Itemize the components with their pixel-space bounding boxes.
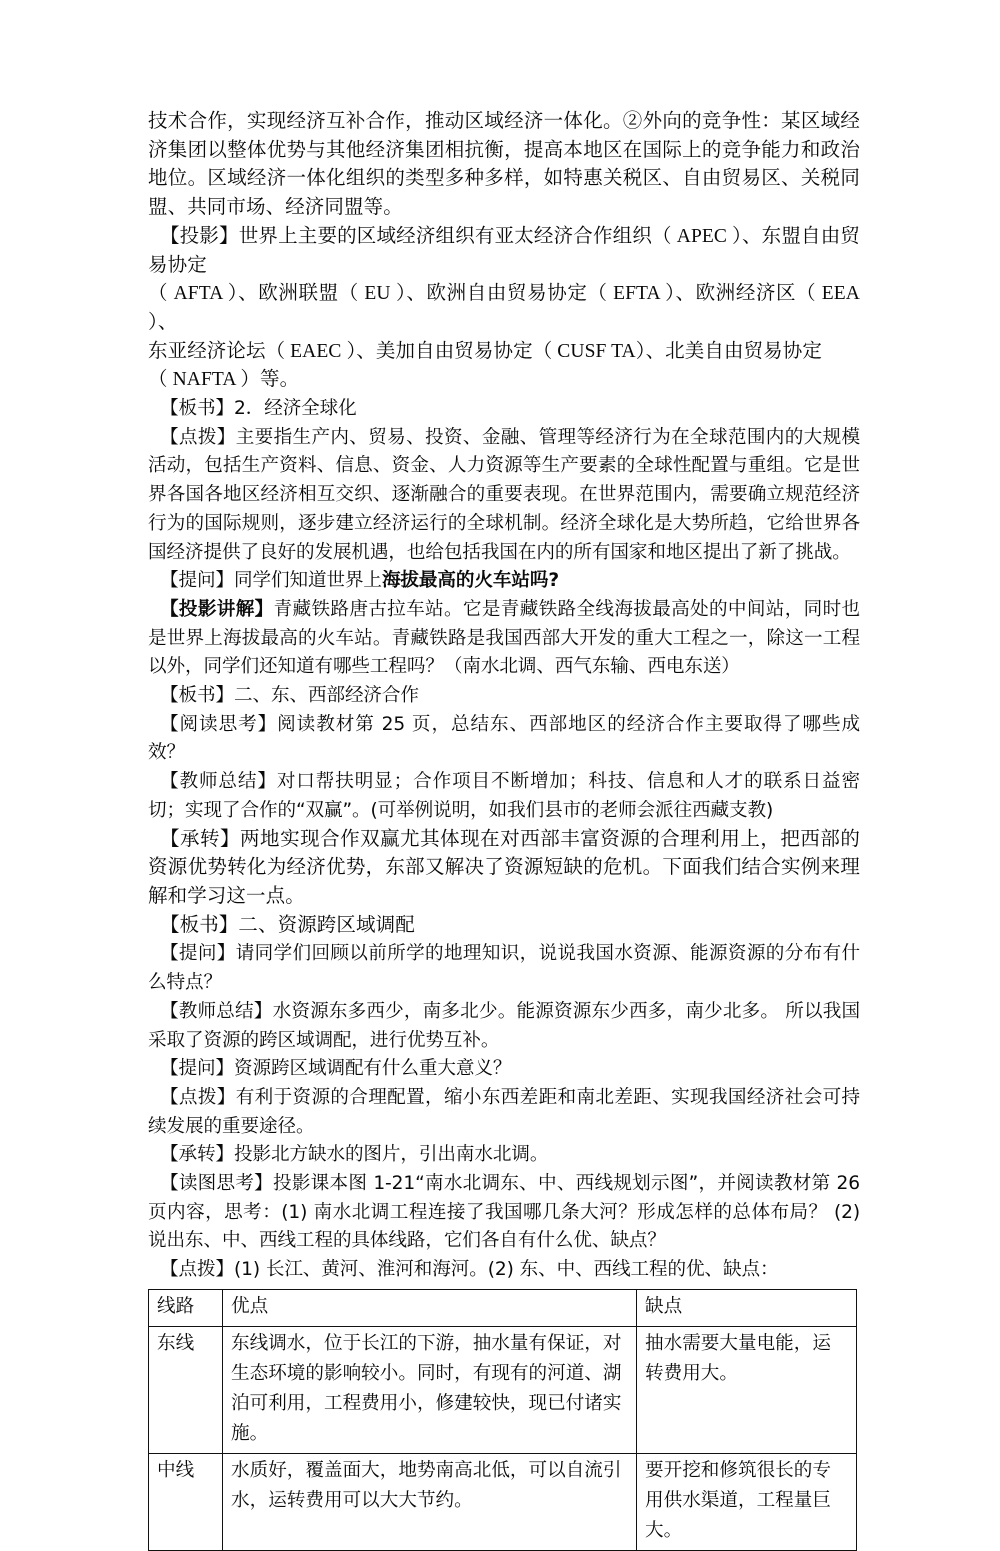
paragraph-teacher-summary-cooperation: 【教师总结】对口帮扶明显；合作项目不断增加；科技、信息和人才的联系日益密切；实现了合作的“双赢”。(可举例说明，如我们县市的老师会派往西藏支教): [148, 771, 860, 821]
paragraph-explanation-globalization: 【点拨】主要指生产内、贸易、投资、金融、管理等经济行为在全球范围内的大规模活动，包括生产资料、信息、资金、人力资源等生产要素的全球性配置与重组。它是世界各国各地区经济相互交织、逐渐融合的重要表现。在世界范围内，需要确立规范经济行为的国际规则，逐步建立经济运行的全球机制。经济全球化是大势所趋，它给世界各国经济提供了良好的发展机遇，也给包括我国在内的所有国家和地区提出了新了挑战。: [148, 426, 860, 563]
paragraph-question-significance: 【提问】资源跨区域调配有什么重大意义？: [160, 1058, 512, 1080]
routes-comparison-table: [148, 1289, 857, 1551]
projection-explain-label: 【投影讲解】: [160, 598, 274, 620]
paragraph-body-text: 技术合作，实现经济互补合作，推动区域经济一体化。②外向的竞争性：某区域经济集团以整体优势与其他经济集团相抗衡，提高本地区在国际上的竞争能力和政治地位。区域经济一体化组织的类型多种多样，如特惠关税区、自由贸易区、关税同盟、共同市场、经济同盟等。: [148, 111, 860, 219]
paragraph-blackboard-east-west-cooperation: 【板书】二、东、西部经济合作: [160, 685, 419, 707]
table-row: [149, 1453, 857, 1550]
table-header-advantage: 优点: [223, 1289, 637, 1326]
table-cell-disadvantage-middle: 要开挖和修筑很长的专用供水渠道，工程量巨大。: [637, 1453, 857, 1550]
document-content: [148, 108, 860, 1551]
paragraph-projection-line-3: 东亚经济论坛（ EAEC ）、美加自由贸易协定（ CUSF TA）、北美自由贸易协定: [148, 340, 822, 362]
paragraph-question-highest-station: [148, 567, 860, 596]
paragraph-blackboard-globalization: 【板书】2．经济全球化: [160, 398, 357, 420]
table-cell-route-east: 东线: [149, 1326, 223, 1453]
question-prefix-text: 【提问】同学们知道世界上: [160, 570, 382, 592]
paragraph-explanation-significance: 【点拨】有利于资源的合理配置，缩小东西差距和南北差距、实现我国经济社会可持续发展的重要途径。: [148, 1086, 860, 1137]
paragraph-projection-line-4: （ NAFTA ）等。: [148, 369, 300, 391]
table-cell-route-middle: 中线: [149, 1453, 223, 1550]
table-cell-disadvantage-east: 抽水需要大量电能，运转费用大。: [637, 1326, 857, 1453]
paragraph-explanation-answers: 【点拨】(1) 长江、黄河、淮河和海河。(2) 东、中、西线工程的优、缺点：: [160, 1259, 779, 1281]
question-bold-emphasis: 海拔最高的火车站吗?: [381, 570, 560, 592]
table-header-route: 线路: [149, 1289, 223, 1326]
paragraph-map-reading-thinking: 【读图思考】投影课本图 1-21“南水北调东、中、西线规划示图”，并阅读教材第 26 页内容，思考：(1) 南水北调工程连接了我国哪几条大河？形成怎样的总体布局？ (2) 说出东、中、西线工程的具体线路，它们各自有什么优、缺点？: [148, 1173, 860, 1252]
paragraph-transition-resources: 【承转】两地实现合作双赢尤其体现在对西部丰富资源的合理利用上，把西部的资源优势转化为经济优势，东部又解决了资源短缺的危机。下面我们结合实例来理解和学习这一点。: [148, 828, 860, 907]
table-header-row: [149, 1289, 857, 1326]
table-cell-advantage-east: 东线调水，位于长江的下游，抽水量有保证，对生态环境的影响较小。同时，有现有的河道、湖泊可利用，工程费用小，修建较快，现已付诸实施。: [223, 1326, 637, 1453]
paragraph-projection-line-1: 【投影】世界上主要的区域经济组织有亚太经济合作组织（ APEC ）、东盟自由贸易协定: [148, 225, 860, 276]
paragraph-reading-thinking: 【阅读思考】阅读教材第 25 页，总结东、西部地区的经济合作主要取得了哪些成效？: [148, 713, 860, 764]
projection-explain-body: 青藏铁路唐古拉车站。它是青藏铁路全线海拔最高处的中间站，同时也是世界上海拔最高的火车站。青藏铁路是我国西部大开发的重大工程之一，除这一工程以外，同学们还知道有哪些工程吗？（南水北调、西气东输、西电东送）: [148, 598, 861, 678]
paragraph-transition-north-water: 【承转】投影北方缺水的图片，引出南水北调。: [160, 1144, 549, 1166]
paragraph-blackboard-cross-region-allocation: 【板书】二、资源跨区域调配: [160, 914, 415, 936]
table-row: [149, 1326, 857, 1453]
table-header-disadvantage: 缺点: [637, 1289, 857, 1326]
paragraph-projection-explain-qinghai-tibet: [148, 596, 860, 682]
comparison-table-wrapper: [148, 1289, 856, 1551]
paragraph-question-resource-distribution: 【提问】请同学们回顾以前所学的地理知识，说说我国水资源、能源资源的分布有什么特点？: [148, 943, 860, 994]
table-cell-advantage-middle: 水质好，覆盖面大，地势南高北低，可以自流引水，运转费用可以大大节约。: [223, 1453, 637, 1550]
paragraph-teacher-summary-water-energy: 【教师总结】水资源东多西少，南多北少。能源资源东少西多，南少北多。 所以我国采取了资源的跨区域调配，进行优势互补。: [148, 1000, 860, 1051]
paragraph-projection-line-2: （ AFTA ）、欧洲联盟（ EU ）、欧洲自由贸易协定（ EFTA ）、欧洲经济区（ EEA ）、: [148, 283, 860, 333]
